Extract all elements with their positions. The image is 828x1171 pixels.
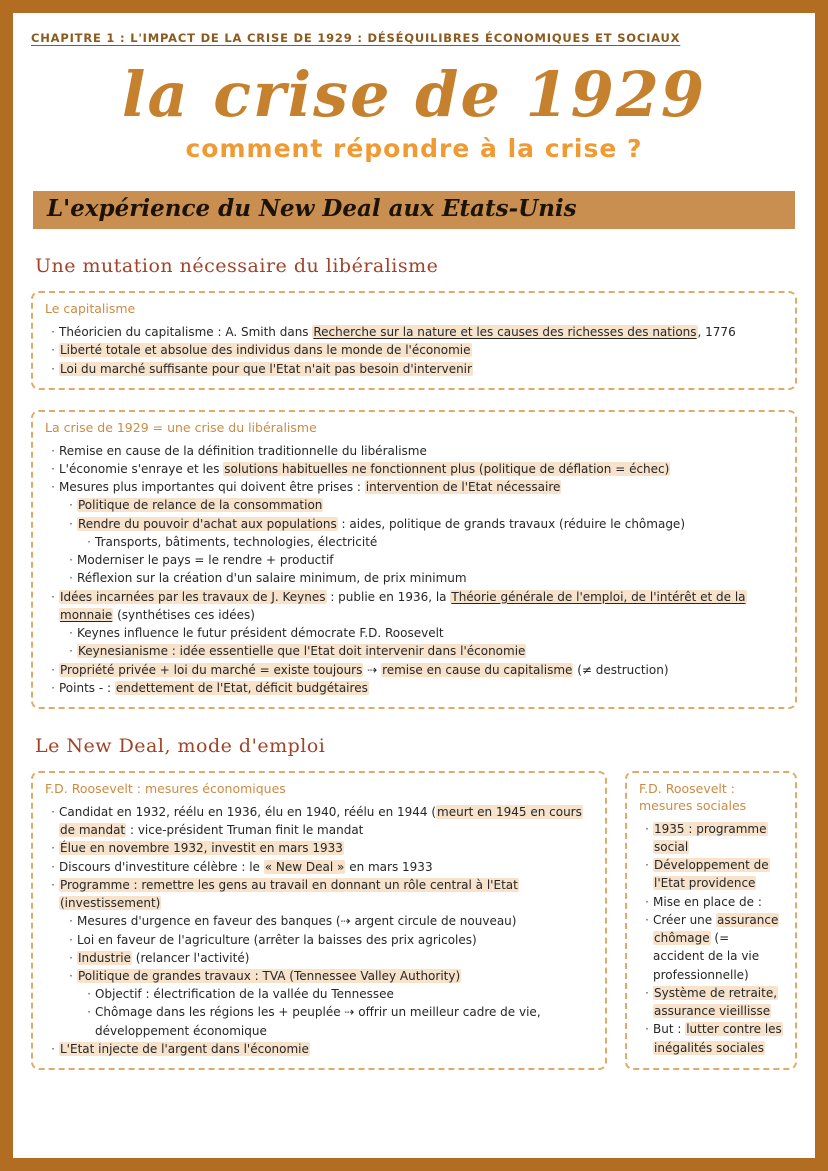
text-segment: Moderniser le pays = le rendre + productif (77, 553, 334, 568)
item-text (77, 967, 461, 985)
bullet-marker: · (645, 821, 649, 836)
section-banner-label: L'expérience du New Deal aux Etats-Unis (47, 195, 577, 223)
bullet-marker: · (69, 644, 73, 659)
list-item (639, 1020, 783, 1056)
item-text (59, 1040, 310, 1058)
bullet-marker: · (51, 662, 55, 677)
bullet-marker: · (51, 680, 55, 695)
item-text (95, 1003, 593, 1039)
item-text (77, 624, 444, 642)
bullet-marker: · (69, 498, 73, 513)
bullet-marker: · (69, 553, 73, 568)
item-text (59, 661, 669, 679)
text-segment: Mesures d'urgence en faveur des banques (⇢ argent circule de nouveau) (77, 914, 517, 929)
highlighted-text: endettement de l'Etat, déficit budgétaires (115, 680, 368, 695)
text-segment: : publie en 1936, la (326, 589, 451, 604)
text-segment: ⇢ (363, 662, 382, 677)
list-item (45, 1003, 593, 1039)
item-text (653, 911, 783, 984)
list-item (45, 985, 593, 1003)
box-list-crise-liberalisme (45, 442, 783, 697)
text-segment: L'économie s'enraye et les (59, 461, 224, 476)
note-box-capitalisme (31, 291, 797, 390)
list-item (45, 442, 783, 460)
list-item (45, 967, 593, 985)
text-segment: en mars 1933 (345, 859, 433, 874)
list-item (45, 341, 783, 359)
box-title-crise-liberalisme: La crise de 1929 = une crise du libéralisme (45, 419, 317, 435)
text-segment: Transports, bâtiments, technologies, électricité (95, 534, 378, 549)
text-segment: Chômage dans les régions les + peuplée ⇢ offrir un meilleur cadre de vie, développement économique (95, 1005, 541, 1038)
text-segment: (relancer l'activité) (131, 950, 250, 965)
bullet-marker: · (87, 1005, 91, 1020)
bullet-marker: · (645, 858, 649, 873)
item-text (95, 533, 377, 551)
text-segment: (= accident de la vie professionnelle) (653, 931, 760, 982)
bullet-marker: · (87, 987, 91, 1002)
bullet-marker: · (645, 912, 649, 927)
bullet-marker: · (51, 325, 55, 340)
list-item (45, 931, 593, 949)
bullet-marker: · (87, 534, 91, 549)
item-text (59, 478, 561, 496)
text-segment: : aides, politique de grands travaux (réduire le chômage) (337, 516, 685, 531)
highlighted-text: L'Etat injecte de l'argent dans l'économie (60, 1041, 309, 1056)
text-segment: Discours d'investiture célèbre : le (59, 859, 264, 874)
item-text (59, 839, 344, 857)
bullet-marker: · (51, 589, 55, 604)
item-text (59, 341, 472, 359)
box-title-capitalisme: Le capitalisme (45, 301, 136, 317)
highlighted-text: Rendre du pouvoir d'achat aux populations (78, 516, 337, 531)
bullet-marker: · (51, 877, 55, 892)
bullet-marker: · (69, 626, 73, 641)
list-item (45, 1040, 593, 1058)
bullet-marker: · (51, 841, 55, 856)
list-item (639, 893, 783, 911)
highlighted-text: lutter contre les inégalités sociales (654, 1022, 782, 1055)
two-column-area (31, 771, 797, 1070)
highlighted-text: Propriété privée + loi du marché = existe toujours (60, 662, 363, 677)
list-item (45, 624, 783, 642)
highlighted-text: « New Deal » (264, 859, 345, 874)
item-text (77, 551, 334, 569)
list-item (45, 679, 783, 697)
text-segment: : vice-président Truman finit le mandat (126, 823, 364, 838)
list-item (45, 839, 593, 857)
list-item (45, 588, 783, 624)
bullet-marker: · (51, 343, 55, 358)
text-segment: Keynes influence le futur président démocrate F.D. Roosevelt (77, 626, 444, 641)
item-text (59, 323, 736, 341)
bullet-marker: · (51, 480, 55, 495)
bullet-marker: · (69, 914, 73, 929)
text-segment: Loi en faveur de l'agriculture (arrêter la baisses des prix agricoles) (77, 932, 477, 947)
note-box-mesures-sociales (625, 771, 797, 1070)
highlighted-text: Système de retraite, assurance vieillisse (654, 985, 778, 1019)
list-item (45, 912, 593, 930)
list-item (45, 515, 783, 533)
text-segment: Remise en cause de la définition traditionnelle du libéralisme (59, 443, 427, 458)
text-segment: Mesures plus importantes qui doivent être prises : (59, 480, 365, 495)
text-segment: Créer une (653, 912, 716, 927)
item-text (77, 931, 477, 949)
item-text (59, 442, 427, 460)
list-item (45, 460, 783, 478)
highlighted-text: intervention de l'Etat nécessaire (365, 480, 561, 495)
item-text (653, 1020, 783, 1056)
list-item (45, 876, 593, 912)
list-item (45, 360, 783, 378)
bullet-marker: · (51, 1041, 55, 1056)
page-content (13, 13, 815, 1158)
list-item (639, 820, 783, 856)
list-item (45, 858, 593, 876)
box-list-mesures-sociales (639, 820, 783, 1057)
list-item (45, 569, 783, 587)
highlighted-text: Théorie générale de l'emploi, de l'intérêt et de la monnaie (60, 589, 746, 622)
list-item (45, 661, 783, 679)
item-text (59, 803, 593, 839)
item-text (59, 876, 593, 912)
bullet-marker: · (645, 985, 649, 1000)
item-text (77, 642, 526, 660)
chapter-header: CHAPITRE 1 : L'IMPACT DE LA CRISE DE 1929 : DÉSÉQUILIBRES ÉCONOMIQUES ET SOCIAUX (31, 31, 681, 45)
bullet-marker: · (69, 516, 73, 531)
item-text (77, 949, 249, 967)
page-title: la crise de 1929 (121, 58, 707, 131)
text-segment: , 1776 (697, 325, 736, 340)
bullet-marker: · (51, 361, 55, 376)
highlighted-text: 1935 : programme social (654, 821, 767, 855)
box-list-mesures-economiques (45, 803, 593, 1058)
bullet-marker: · (69, 932, 73, 947)
item-text (653, 856, 783, 892)
item-text (59, 360, 473, 378)
highlighted-text: Politique de relance de la consommation (78, 498, 323, 513)
bullet-marker: · (69, 571, 73, 586)
bullet-marker: · (51, 461, 55, 476)
note-box-crise-liberalisme (31, 410, 797, 709)
bullet-marker: · (69, 969, 73, 984)
item-text (77, 515, 685, 533)
highlighted-text: Industrie (78, 950, 131, 965)
highlighted-text: Liberté totale et absolue des individus dans le monde de l'économie (60, 343, 471, 358)
highlighted-text: Élue en novembre 1932, investit en mars 1933 (60, 841, 343, 856)
highlighted-text: remise en cause du capitalisme (382, 662, 573, 677)
text-segment: Théoricien du capitalisme : A. Smith dans (59, 325, 313, 340)
bullet-marker: · (51, 443, 55, 458)
highlighted-text: solutions habituelles ne fonctionnent plus (politique de déflation = échec) (224, 461, 670, 476)
item-text (77, 569, 467, 587)
section-heading-new-deal: Le New Deal, mode d'emploi (35, 735, 326, 758)
box-title-mesures-economiques: F.D. Roosevelt : mesures économiques (45, 781, 286, 797)
list-item (639, 911, 783, 984)
highlighted-text: assurance chômage (654, 912, 779, 946)
list-item (45, 949, 593, 967)
item-text (653, 820, 783, 856)
bullet-marker: · (69, 950, 73, 965)
list-item (639, 984, 783, 1020)
item-text (59, 588, 783, 624)
bullet-marker: · (645, 894, 649, 909)
item-text (653, 984, 783, 1020)
text-segment: Objectif : électrification de la vallée du Tennessee (95, 987, 394, 1002)
highlighted-text: meurt en 1945 en cours de mandat (60, 804, 582, 838)
highlighted-text: Développement de l'Etat providence (654, 858, 769, 891)
text-segment: Réflexion sur la création d'un salaire minimum, de prix minimum (77, 571, 467, 586)
page-subtitle: comment répondre à la crise ? (185, 134, 643, 164)
highlighted-text: Idées incarnées par les travaux de J. Keynes (60, 589, 326, 604)
bullet-marker: · (51, 859, 55, 874)
text-segment: Mise en place de : (653, 894, 762, 909)
text-segment: (synthétises ces idées) (113, 607, 255, 622)
list-item (45, 478, 783, 496)
list-item (45, 323, 783, 341)
list-item (45, 551, 783, 569)
highlighted-text: Recherche sur la nature et les causes des richesses des nations (313, 325, 697, 340)
bullet-marker: · (51, 804, 55, 819)
text-segment: (≠ destruction) (573, 662, 669, 677)
item-text (59, 858, 433, 876)
list-item (45, 803, 593, 839)
highlighted-text: Politique de grandes travaux : TVA (Tennessee Valley Authority) (78, 969, 461, 984)
highlighted-text: Keynesianisme : idée essentielle que l'Etat doit intervenir dans l'économie (78, 644, 526, 659)
list-item (45, 496, 783, 514)
highlighted-text: Programme : remettre les gens au travail en donnant un rôle central à l'Etat (investissement) (60, 877, 518, 911)
item-text (59, 679, 369, 697)
text-segment: Points - : (59, 680, 115, 695)
item-text (95, 985, 394, 1003)
text-segment: But : (653, 1022, 686, 1037)
item-text (77, 912, 516, 930)
list-item (45, 533, 783, 551)
list-item (45, 642, 783, 660)
bullet-marker: · (645, 1022, 649, 1037)
item-text (59, 460, 670, 478)
highlighted-text: Loi du marché suffisante pour que l'Etat n'ait pas besoin d'intervenir (60, 361, 472, 376)
box-title-mesures-sociales: F.D. Roosevelt : mesures sociales (639, 781, 747, 813)
item-text (77, 496, 323, 514)
list-item (639, 856, 783, 892)
note-box-mesures-economiques (31, 771, 607, 1070)
text-segment: Candidat en 1932, réélu en 1936, élu en 1940, réélu en 1944 ( (59, 804, 437, 819)
section-banner (33, 191, 795, 229)
box-list-capitalisme (45, 323, 783, 378)
section-heading-liberalisme: Une mutation nécessaire du libéralisme (35, 255, 439, 278)
item-text (653, 893, 762, 911)
